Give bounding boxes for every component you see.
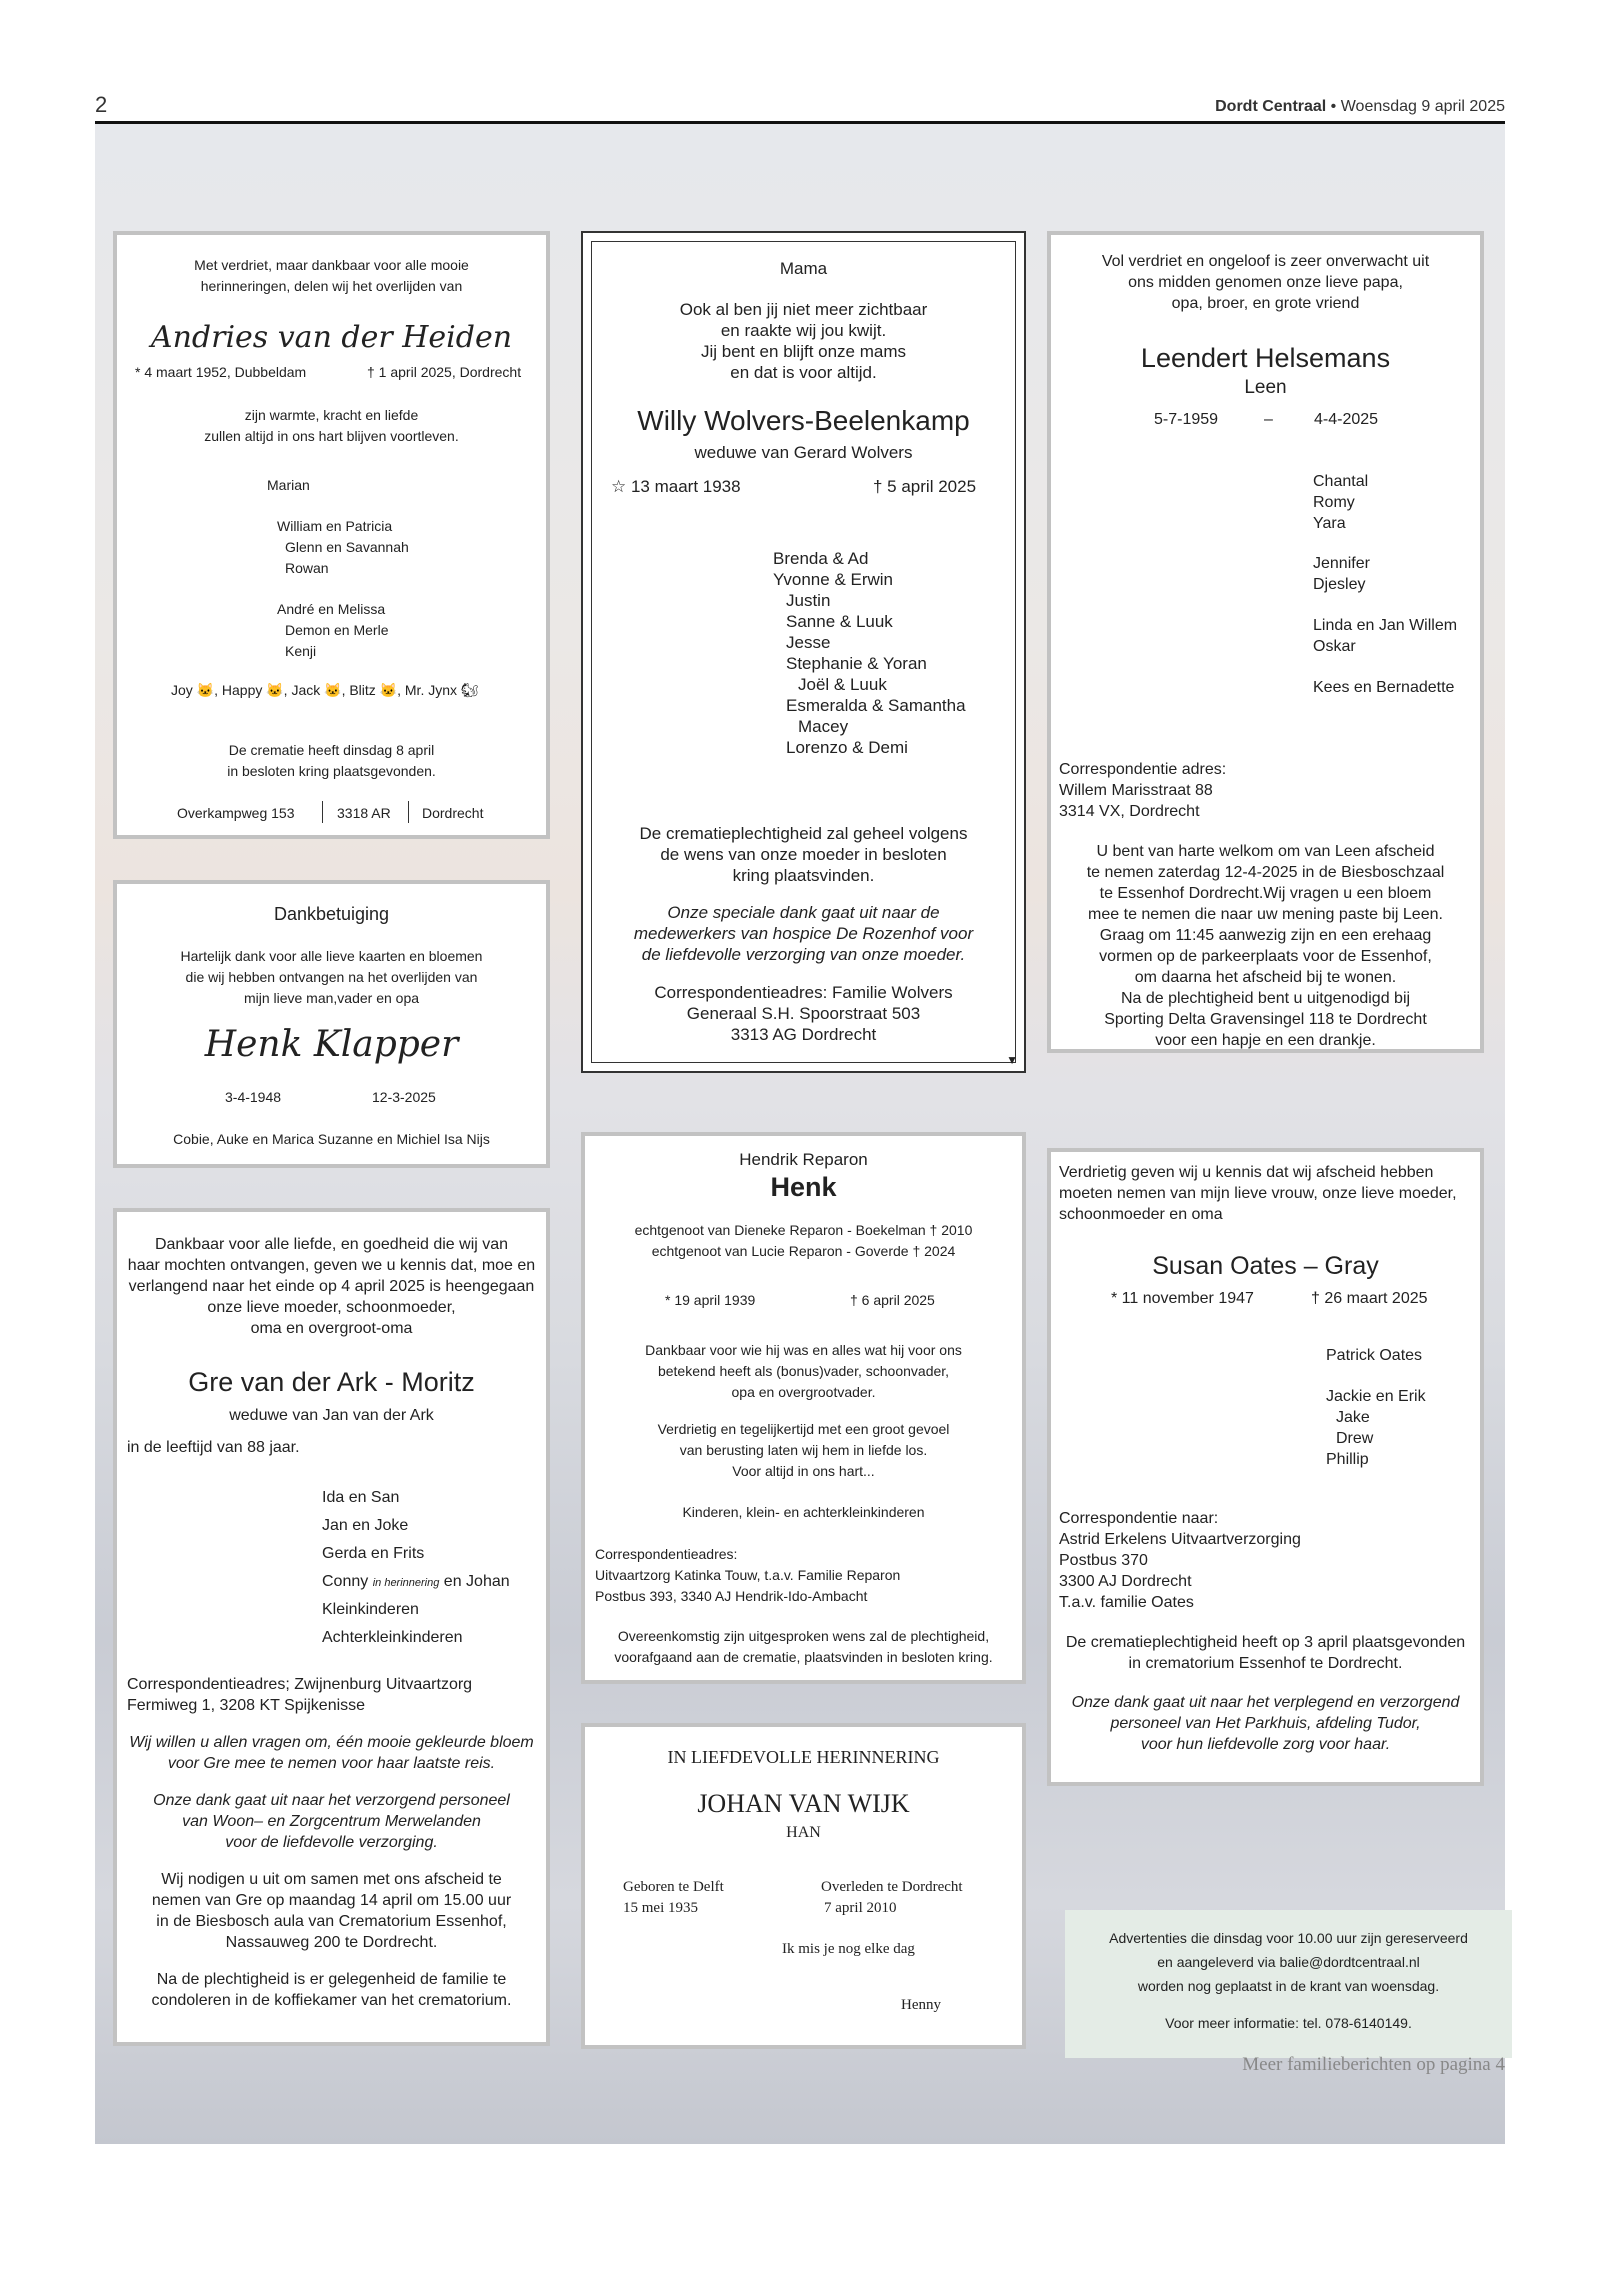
birth-line: Geboren te Delft <box>623 1879 724 1895</box>
issue-date: Woensdag 9 april 2025 <box>1340 98 1505 115</box>
date-dash: – <box>1264 411 1273 428</box>
correspondence-line: Correspondentie adres: <box>1059 761 1227 778</box>
welcome-line: U bent van harte welkom om van Leen afscheid <box>1096 843 1435 860</box>
poem-line: en raakte wij jou kwijt. <box>720 321 887 340</box>
subtitle: weduwe van Gerard Wolvers <box>694 443 913 462</box>
intro-line: ons midden genomen onze lieve papa, <box>1128 274 1403 291</box>
family-member: Oskar <box>1313 638 1356 655</box>
correspondence-line: Correspondentieadres: <box>595 1546 738 1562</box>
family-member: Djesley <box>1313 576 1366 593</box>
ad-andries-van-der-heiden <box>113 231 550 839</box>
thanks-line: Onze dank gaat uit naar het verplegend en verzorgend <box>1071 1694 1460 1711</box>
page-number: 2 <box>95 92 108 117</box>
birth-date: 5-7-1959 <box>1154 411 1219 428</box>
family-line: Kinderen, klein- en achterkleinkinderen <box>682 1504 925 1520</box>
correspondence-line: Willem Marisstraat 88 <box>1059 782 1213 799</box>
text-line: Dankbaar voor wie hij was en alles wat hij voor ons <box>645 1342 962 1358</box>
family-name: Conny <box>322 1573 369 1590</box>
invite-line: Wij nodigen u uit om samen met ons afscheid te <box>161 1871 502 1888</box>
death-line: Overleden te Dordrecht <box>821 1879 963 1895</box>
remembrance-text: Ik mis je nog elke dag <box>782 1941 915 1957</box>
family-member: Gerda en Frits <box>322 1545 425 1562</box>
family-member: Brenda & Ad <box>773 549 869 568</box>
deceased-name: Andries van der Heiden <box>150 320 513 355</box>
family-member: Marian <box>267 477 310 493</box>
death-info: † 1 april 2025, Dordrecht <box>367 364 522 380</box>
death-date: 4-4-2025 <box>1314 411 1379 428</box>
family-member <box>322 1571 510 1594</box>
family-member: Jackie en Erik <box>1326 1388 1426 1405</box>
family-member: Drew <box>1336 1430 1374 1447</box>
birth-date: 15 mei 1935 <box>623 1900 698 1916</box>
family-member: Yara <box>1313 515 1346 532</box>
family-member: Jennifer <box>1313 555 1370 572</box>
correspondence-line: Postbus 393, 3340 AJ Hendrik-Ido-Ambacht <box>595 1588 868 1604</box>
family-member: Ida en San <box>322 1489 400 1506</box>
family-member: Linda en Jan Willem <box>1313 617 1458 634</box>
text-line: Hartelijk dank voor alle lieve kaarten en bloemen <box>180 948 483 964</box>
correspondence-line: Astrid Erkelens Uitvaartverzorging <box>1059 1531 1301 1548</box>
welcome-line: Graag om 11:45 aanwezig zijn en een erehaag <box>1099 927 1432 944</box>
memory-note: in herinnering <box>372 1577 440 1589</box>
intro-line: haar mochten ontvangen, geven we u kennis dat, moe en <box>127 1257 536 1274</box>
family-member: Kleinkinderen <box>322 1601 419 1618</box>
thanks-line: medewerkers van hospice De Rozenhof voor <box>633 924 974 943</box>
family-member: Sanne & Luuk <box>786 612 893 631</box>
text-line: die wij hebben ontvangen na het overlijden van <box>185 969 478 985</box>
family-member: Joël & Luuk <box>798 675 887 694</box>
ad-johan-van-wijk <box>581 1723 1026 2049</box>
deceased-name: Susan Oates – Gray <box>1152 1252 1379 1280</box>
welcome-line: te nemen zaterdag 12-4-2025 in de Biesboschzaal <box>1086 864 1445 881</box>
thanks-line: personeel van Het Parkhuis, afdeling Tudor, <box>1110 1715 1421 1732</box>
subtitle: weduwe van Jan van der Ark <box>229 1407 434 1424</box>
family-member: Yvonne & Erwin <box>773 570 894 589</box>
poem-line: Jij bent en blijft onze mams <box>700 342 907 361</box>
welcome-line: om daarna het afscheid bij te wonen. <box>1134 969 1397 986</box>
text-line: opa en overgrootvader. <box>731 1384 876 1400</box>
family-member: Justin <box>786 591 831 610</box>
family-member: Demon en Merle <box>285 622 389 638</box>
age-line: in de leeftijd van 88 jaar. <box>127 1439 300 1456</box>
address-line: 3313 AG Dordrecht <box>730 1025 877 1044</box>
intro-line: onze lieve moeder, schoonmoeder, <box>207 1299 456 1316</box>
family-member: Glenn en Savannah <box>285 539 409 555</box>
welcome-line: te Essenhof Dordrecht.Wij vragen u een bloem <box>1099 885 1432 902</box>
birth-info: ☆ 13 maart 1938 <box>611 477 741 496</box>
cremation-line: kring plaatsvinden. <box>732 866 875 885</box>
notice-line: en aangeleverd via balie@dordtcentraal.nl <box>1157 1954 1420 1970</box>
nickname: Leen <box>1244 377 1287 398</box>
signature: Henny <box>901 1997 941 2013</box>
thanks-line: de liefdevolle verzorging van onze moeder. <box>641 945 966 964</box>
welcome-line: Sporting Delta Gravensingel 118 te Dordrecht <box>1104 1011 1427 1028</box>
notice-line: Voor meer informatie: tel. 078-6140149. <box>1165 2015 1412 2031</box>
ceremony-line: Overeenkomstig zijn uitgesproken wens zal de plechtigheid, <box>617 1628 990 1644</box>
family-member: Phillip <box>1326 1451 1369 1468</box>
poem-line: Ook al ben jij niet meer zichtbaar <box>679 300 928 319</box>
ad-henk-klapper <box>113 880 550 1168</box>
divider <box>408 801 409 823</box>
invite-line: nemen van Gre op maandag 14 april om 15.00 uur <box>151 1892 512 1909</box>
thanks-line: voor hun liefdevolle zorg voor haar. <box>1140 1736 1391 1753</box>
masthead-separator: • <box>1326 98 1341 115</box>
text-line: Voor altijd in ons hart... <box>732 1463 875 1479</box>
request-line: Wij willen u allen vragen om, één mooie gekleurde bloem <box>129 1734 534 1751</box>
intro-line: schoonmoeder en oma <box>1059 1206 1223 1223</box>
correspondence-line: Postbus 370 <box>1059 1552 1148 1569</box>
family-member: Romy <box>1313 494 1355 511</box>
address-line: Correspondentieadres: Familie Wolvers <box>654 983 953 1002</box>
death-date: 12-3-2025 <box>372 1089 436 1105</box>
invite-line: in de Biesbosch aula van Crematorium Essenhof, <box>156 1913 507 1930</box>
family-member: Rowan <box>285 560 329 576</box>
ad-title: IN LIEFDEVOLLE HERINNERING <box>667 1747 940 1767</box>
text-line: Verdrietig en tegelijkertijd met een groot gevoel <box>657 1421 950 1437</box>
cremation-line: De crematie heeft dinsdag 8 april <box>228 742 435 758</box>
family-member: Jesse <box>786 633 831 652</box>
intro-line: Verdrietig geven wij u kennis dat wij afscheid hebben <box>1059 1164 1434 1181</box>
family-member: Stephanie & Yoran <box>786 654 927 673</box>
death-date: 7 april 2010 <box>824 1900 897 1916</box>
thanks-line: Onze speciale dank gaat uit naar de <box>667 903 940 922</box>
correspondence-line: Uitvaartzorg Katinka Touw, t.a.v. Familie Reparon <box>595 1567 901 1583</box>
cremation-line: de wens van onze moeder in besloten <box>660 845 947 864</box>
notice-line: Advertenties die dinsdag voor 10.00 uur zijn gereserveerd <box>1109 1930 1468 1946</box>
ad-leendert-helsemans <box>1047 231 1484 1053</box>
ad-gre-van-der-ark <box>113 1208 550 2046</box>
deceased-name: Gre van der Ark - Moritz <box>188 1367 475 1397</box>
thanks-line: voor de liefdevolle verzorging. <box>225 1834 438 1851</box>
family-member: Chantal <box>1313 473 1369 490</box>
correspondence-line: Correspondentie naar: <box>1059 1510 1219 1527</box>
masthead <box>1215 98 1505 116</box>
cremation-line: De crematieplechtigheid heeft op 3 april plaatsgevonden <box>1065 1634 1466 1651</box>
deceased-name: Henk <box>770 1172 837 1202</box>
full-name: Hendrik Reparon <box>739 1150 868 1169</box>
text-line: mijn lieve man,vader en opa <box>243 990 420 1006</box>
more-link[interactable]: Meer familieberichten op pagina 4 <box>1242 2054 1505 2075</box>
ad-henk-reparon <box>581 1132 1026 1684</box>
text-line: zijn warmte, kracht en liefde <box>244 407 419 423</box>
family-member: Macey <box>798 717 849 736</box>
death-info: † 26 maart 2025 <box>1311 1290 1428 1307</box>
request-line: voor Gre mee te nemen voor haar laatste reis. <box>167 1755 496 1772</box>
condolence-line: condoleren in de koffiekamer van het crematorium. <box>151 1992 512 2009</box>
birth-info: * 4 maart 1952, Dubbeldam <box>135 364 307 380</box>
family-member: Patrick Oates <box>1326 1347 1423 1364</box>
text-line: van berusting laten wij hem in liefde los. <box>679 1442 928 1458</box>
death-info: † 6 april 2025 <box>850 1292 935 1308</box>
family-member: Lorenzo & Demi <box>786 738 908 757</box>
welcome-line: Na de plechtigheid bent u uitgenodigd bij <box>1120 990 1411 1007</box>
family-member: Kenji <box>285 643 317 659</box>
correspondence-line: Correspondentieadres; Zwijnenburg Uitvaartzorg <box>127 1676 473 1693</box>
death-info: † 5 april 2025 <box>873 477 977 496</box>
address-postcode: 3318 AR <box>337 805 391 821</box>
birth-date: 3-4-1948 <box>225 1089 282 1105</box>
family-member: Achterkleinkinderen <box>322 1629 463 1646</box>
ad-title: Dankbetuiging <box>273 904 390 924</box>
intro-line: verlangend naar het einde op 4 april 2025 is heengegaan <box>128 1278 535 1295</box>
intro-line: moeten nemen van mijn lieve vrouw, onze lieve moeder, <box>1059 1185 1457 1202</box>
notice-line: worden nog geplaatst in de krant van woensdag. <box>1137 1978 1440 1994</box>
thanks-line: van Woon– en Zorgcentrum Merwelanden <box>182 1813 481 1830</box>
address-street: Overkampweg 153 <box>177 805 295 821</box>
thanks-line: Onze dank gaat uit naar het verzorgend personeel <box>153 1792 510 1809</box>
spouse-line: echtgenoot van Lucie Reparon - Goverde † 2024 <box>651 1243 956 1259</box>
nickname: HAN <box>786 1824 821 1841</box>
correspondence-line: Fermiweg 1, 3208 KT Spijkenisse <box>127 1697 366 1714</box>
cremation-line: De crematieplechtigheid zal geheel volgens <box>639 824 968 843</box>
intro-line: Vol verdriet en ongeloof is zeer onverwacht uit <box>1101 253 1430 270</box>
welcome-line: mee te nemen die naar uw mening paste bij Leen. <box>1088 906 1443 923</box>
deceased-name: Leendert Helsemans <box>1140 343 1391 373</box>
corner-triangle-icon: ▼ <box>1006 1053 1018 1067</box>
correspondence-line: 3300 AJ Dordrecht <box>1059 1573 1192 1590</box>
pets-line: Joy 🐱, Happy 🐱, Jack 🐱, Blitz 🐱, Mr. Jynx 🐿 <box>171 682 479 698</box>
text-line: betekend heeft als (bonus)vader, schoonvader, <box>657 1363 950 1379</box>
intro-line: herinneringen, delen wij het overlijden van <box>200 278 463 294</box>
deceased-name: Henk Klapper <box>204 1024 459 1065</box>
deceased-name: Willy Wolvers-Beelenkamp <box>637 405 970 436</box>
birth-info: * 11 november 1947 <box>1111 1290 1254 1307</box>
intro-line: Dankbaar voor alle liefde, en goedheid die wij van <box>154 1236 509 1253</box>
cremation-line: in besloten kring plaatsgevonden. <box>227 763 436 779</box>
ceremony-line: voorafgaand aan de crematie, plaatsvinden in besloten kring. <box>614 1649 993 1665</box>
family-member: Esmeralda & Samantha <box>786 696 966 715</box>
divider <box>322 801 323 823</box>
birth-info: * 19 april 1939 <box>665 1292 756 1308</box>
correspondence-line: 3314 VX, Dordrecht <box>1059 803 1200 820</box>
condolence-line: Na de plechtigheid is er gelegenheid de familie te <box>156 1971 507 1988</box>
ad-title: Mama <box>779 259 828 278</box>
ad-susan-oates-gray <box>1047 1148 1484 1786</box>
intro-line: oma en overgroot-oma <box>250 1320 413 1337</box>
intro-line: opa, broer, en grote vriend <box>1171 295 1360 312</box>
cremation-line: in crematorium Essenhof te Dordrecht. <box>1128 1655 1403 1672</box>
family-member: André en Melissa <box>277 601 386 617</box>
submission-notice <box>1065 1910 1512 2058</box>
welcome-line: voor een hapje en een drankje. <box>1155 1032 1376 1049</box>
family-member: William en Patricia <box>277 518 393 534</box>
deceased-name: JOHAN VAN WIJK <box>697 1789 910 1818</box>
family-member: Jan en Joke <box>322 1517 409 1534</box>
intro-line: Met verdriet, maar dankbaar voor alle mooie <box>194 257 469 273</box>
family-member: Jake <box>1336 1409 1370 1426</box>
paper-name: Dordt Centraal <box>1215 98 1327 115</box>
family-partner: en Johan <box>439 1573 510 1590</box>
invite-line: Nassauweg 200 te Dordrecht. <box>225 1934 438 1951</box>
welcome-line: vormen op de parkeerplaats voor de Essenhof, <box>1099 948 1432 965</box>
poem-line: en dat is voor altijd. <box>730 363 877 382</box>
text-line: zullen altijd in ons hart blijven voortleven. <box>204 428 459 444</box>
spouse-line: echtgenoot van Dieneke Reparon - Boekelman † 2010 <box>634 1222 973 1238</box>
address-line: Generaal S.H. Spoorstraat 503 <box>686 1004 921 1023</box>
ad-willy-wolvers <box>581 231 1026 1073</box>
address-city: Dordrecht <box>422 805 484 821</box>
family-member: Kees en Bernadette <box>1313 679 1455 696</box>
family-line: Cobie, Auke en Marica Suzanne en Michiel Isa Nijs <box>173 1131 490 1147</box>
correspondence-line: T.a.v. familie Oates <box>1059 1594 1194 1611</box>
